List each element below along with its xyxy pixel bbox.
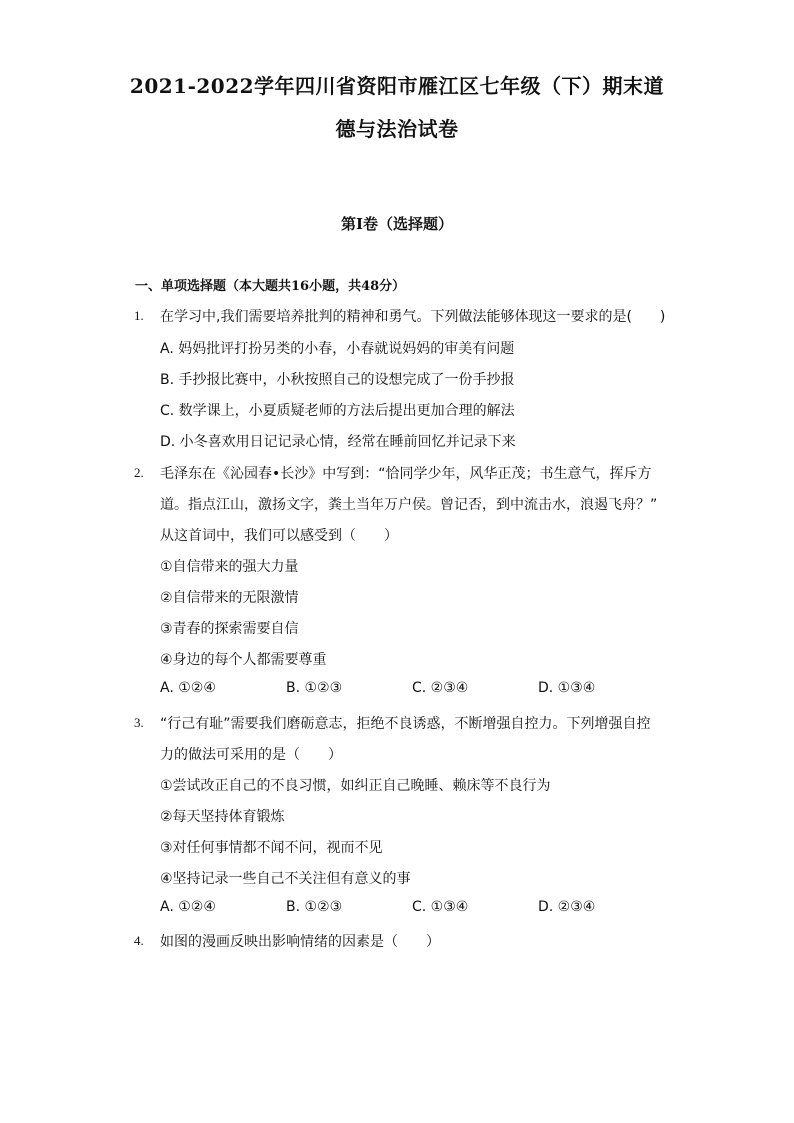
question-1-option-d: D. 小冬喜欢用日记记录心情，经常在睡前回忆并记录下来 [160, 434, 516, 450]
question-2-stem-line-2: 道。指点江山，激扬文字，粪土当年万户侯。曾记否，到中流击水，浪遏飞舟？” [160, 497, 658, 513]
question-3-number: 3. [134, 715, 144, 730]
question-2-stem-line-3: 从这首词中，我们可以感受到（ ） [160, 528, 398, 544]
question-2-choice-b: B. ①②③ [286, 680, 343, 696]
question-2-stem-line-1: 毛泽东在《沁园春•长沙》中写到：“恰同学少年，风华正茂；书生意气，挥斥方 [160, 466, 652, 482]
question-2-item-2: ②自信带来的无限激情 [160, 590, 299, 606]
question-2-item-4: ④身边的每个人都需要尊重 [160, 652, 327, 668]
question-2-item-1: ①自信带来的强大力量 [160, 559, 299, 575]
document-title-line-1: 2021-2022学年四川省资阳市雁江区七年级（下）期末道 [129, 74, 665, 98]
question-3-choice-a: A. ①②④ [160, 899, 216, 915]
question-1-option-a: A. 妈妈批评打扮另类的小春，小春就说妈妈的审美有问题 [160, 341, 515, 357]
question-3-item-2: ②每天坚持体育锻炼 [160, 809, 285, 825]
question-3-item-1: ①尝试改正自己的不良习惯，如纠正自己晚睡、赖床等不良行为 [160, 778, 551, 794]
question-4-stem: 如图的漫画反映出影响情绪的因素是（ ） [160, 934, 440, 950]
question-1-number: 1. [134, 308, 144, 323]
question-3-item-4: ④坚持记录一些自己不关注但有意义的事 [160, 871, 411, 887]
question-3-choice-c: C. ①③④ [412, 899, 469, 915]
part-heading: 一、单项选择题（本大题共16小题，共48分） [135, 279, 406, 294]
question-2-choice-d: D. ①③④ [538, 680, 596, 696]
question-3-stem-line-2: 力的做法可采用的是（ ） [160, 747, 342, 763]
question-3-stem-line-1: “行己有耻”需要我们磨砺意志，拒绝不良诱惑，不断增强自控力。下列增强自控 [160, 716, 651, 732]
question-3-item-3: ③对任何事情都不闻不问，视而不见 [160, 840, 383, 856]
question-1-stem: 在学习中,我们需要培养批判的精神和勇气。下列做法能够体现这一要求的是( ) [160, 309, 666, 325]
document-title-line-2: 德与法治试卷 [335, 117, 459, 141]
question-1-option-c: C. 数学课上，小夏质疑老师的方法后提出更加合理的解法 [160, 403, 515, 419]
section-heading: 第I卷（选择题） [340, 215, 454, 233]
question-2-choice-c: C. ②③④ [412, 680, 469, 696]
question-1-option-b: B. 手抄报比赛中，小秋按照自己的设想完成了一份手抄报 [160, 372, 515, 388]
question-3-choice-d: D. ②③④ [538, 899, 596, 915]
question-4-number: 4. [134, 933, 144, 948]
question-2-choice-a: A. ①②④ [160, 680, 216, 696]
question-2-number: 2. [134, 465, 144, 480]
question-3-choice-b: B. ①②③ [286, 899, 343, 915]
question-2-item-3: ③青春的探索需要自信 [160, 621, 299, 637]
